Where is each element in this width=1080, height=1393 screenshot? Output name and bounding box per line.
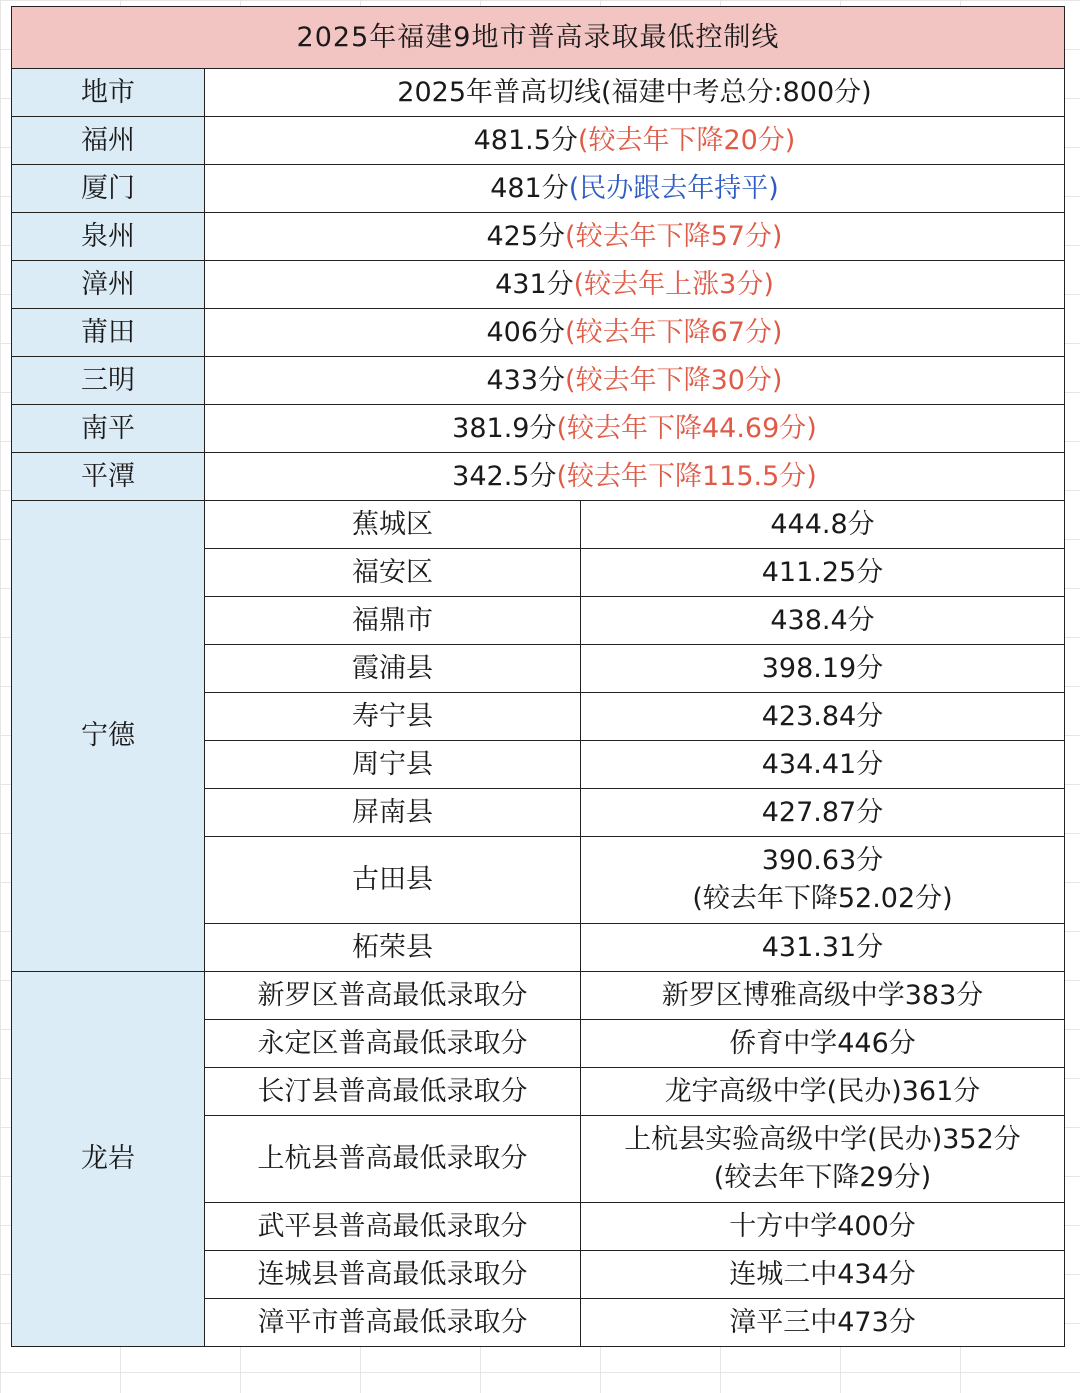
district-score: 侨育中学446分: [581, 1020, 1065, 1068]
district-name: 屏南县: [205, 789, 581, 837]
city-name: 厦门: [12, 165, 205, 213]
table-row: [12, 357, 1065, 405]
admission-score-table: [11, 6, 1065, 1347]
district-score: 423.84分: [581, 693, 1065, 741]
city-score: 481分: [490, 172, 569, 204]
district-score: 438.4分: [581, 597, 1065, 645]
table-row: [12, 501, 1065, 549]
city-note: (较去年下降67分): [565, 316, 783, 348]
city-note: (较去年下降57分): [565, 220, 783, 252]
city-score-cell: [205, 213, 1065, 261]
district-name: 周宁县: [205, 741, 581, 789]
table-row: [12, 405, 1065, 453]
district-score: 411.25分: [581, 549, 1065, 597]
city-name: 平潭: [12, 453, 205, 501]
city-name-ningde: 宁德: [12, 501, 205, 972]
city-name: 福州: [12, 117, 205, 165]
district-score: 431.31分: [581, 924, 1065, 972]
district-name: 新罗区普高最低录取分: [205, 972, 581, 1020]
city-name: 南平: [12, 405, 205, 453]
district-name: 古田县: [205, 837, 581, 924]
district-score-cell: [581, 837, 1065, 924]
district-score: 十方中学400分: [581, 1203, 1065, 1251]
city-score-cell: [205, 309, 1065, 357]
district-name: 柘荣县: [205, 924, 581, 972]
city-score-cell: [205, 117, 1065, 165]
district-name: 福鼎市: [205, 597, 581, 645]
city-score: 425分: [486, 220, 566, 252]
district-name: 寿宁县: [205, 693, 581, 741]
city-score: 433分: [486, 364, 566, 396]
district-score: 398.19分: [581, 645, 1065, 693]
table-row: [12, 117, 1065, 165]
district-score-note: (较去年下降29分): [713, 1162, 932, 1193]
district-name: 福安区: [205, 549, 581, 597]
city-score: 342.5分: [452, 460, 557, 492]
city-score: 381.9分: [452, 412, 557, 444]
header-score: 2025年普高切线(福建中考总分:800分): [205, 69, 1065, 117]
district-score: 连城二中434分: [581, 1251, 1065, 1299]
city-score: 481.5分: [473, 124, 578, 156]
header-row: [12, 69, 1065, 117]
city-name: 泉州: [12, 213, 205, 261]
city-note: (较去年下降30分): [565, 364, 783, 396]
table-row: [12, 165, 1065, 213]
district-score: 漳平三中473分: [581, 1299, 1065, 1347]
district-name: 长汀县普高最低录取分: [205, 1068, 581, 1116]
city-score: 431分: [495, 268, 574, 300]
district-score-note: (较去年下降52.02分): [692, 883, 953, 914]
table-row: [12, 261, 1065, 309]
city-name-longyan: 龙岩: [12, 972, 205, 1347]
table-row: [12, 972, 1065, 1020]
city-note: (较去年下降115.5分): [556, 460, 817, 492]
city-note: (民办跟去年持平): [568, 172, 779, 204]
district-name: 连城县普高最低录取分: [205, 1251, 581, 1299]
city-score-cell: [205, 453, 1065, 501]
district-score: 444.8分: [581, 501, 1065, 549]
district-name: 漳平市普高最低录取分: [205, 1299, 581, 1347]
district-name: 上杭县普高最低录取分: [205, 1116, 581, 1203]
city-name: 漳州: [12, 261, 205, 309]
table-row: [12, 453, 1065, 501]
city-score-cell: [205, 405, 1065, 453]
district-score: 龙宇高级中学(民办)361分: [581, 1068, 1065, 1116]
table-title: 2025年福建9地市普高录取最低控制线: [12, 7, 1065, 69]
city-name: 莆田: [12, 309, 205, 357]
district-name: 武平县普高最低录取分: [205, 1203, 581, 1251]
title-row: [12, 7, 1065, 69]
district-score: 427.87分: [581, 789, 1065, 837]
city-score-cell: [205, 357, 1065, 405]
city-note: (较去年上涨3分): [573, 268, 774, 300]
district-score: 新罗区博雅高级中学383分: [581, 972, 1065, 1020]
district-name: 永定区普高最低录取分: [205, 1020, 581, 1068]
district-name: 霞浦县: [205, 645, 581, 693]
district-score: 390.63分: [761, 845, 884, 876]
city-score-cell: [205, 261, 1065, 309]
city-note: (较去年下降44.69分): [556, 412, 817, 444]
district-score-cell: [581, 1116, 1065, 1203]
city-note: (较去年下降20分): [577, 124, 796, 156]
city-score-cell: [205, 165, 1065, 213]
district-score: 上杭县实验高级中学(民办)352分: [624, 1124, 1021, 1155]
table-row: [12, 309, 1065, 357]
district-name: 蕉城区: [205, 501, 581, 549]
city-name: 三明: [12, 357, 205, 405]
header-city: 地市: [12, 69, 205, 117]
city-score: 406分: [486, 316, 566, 348]
district-score: 434.41分: [581, 741, 1065, 789]
table-row: [12, 213, 1065, 261]
